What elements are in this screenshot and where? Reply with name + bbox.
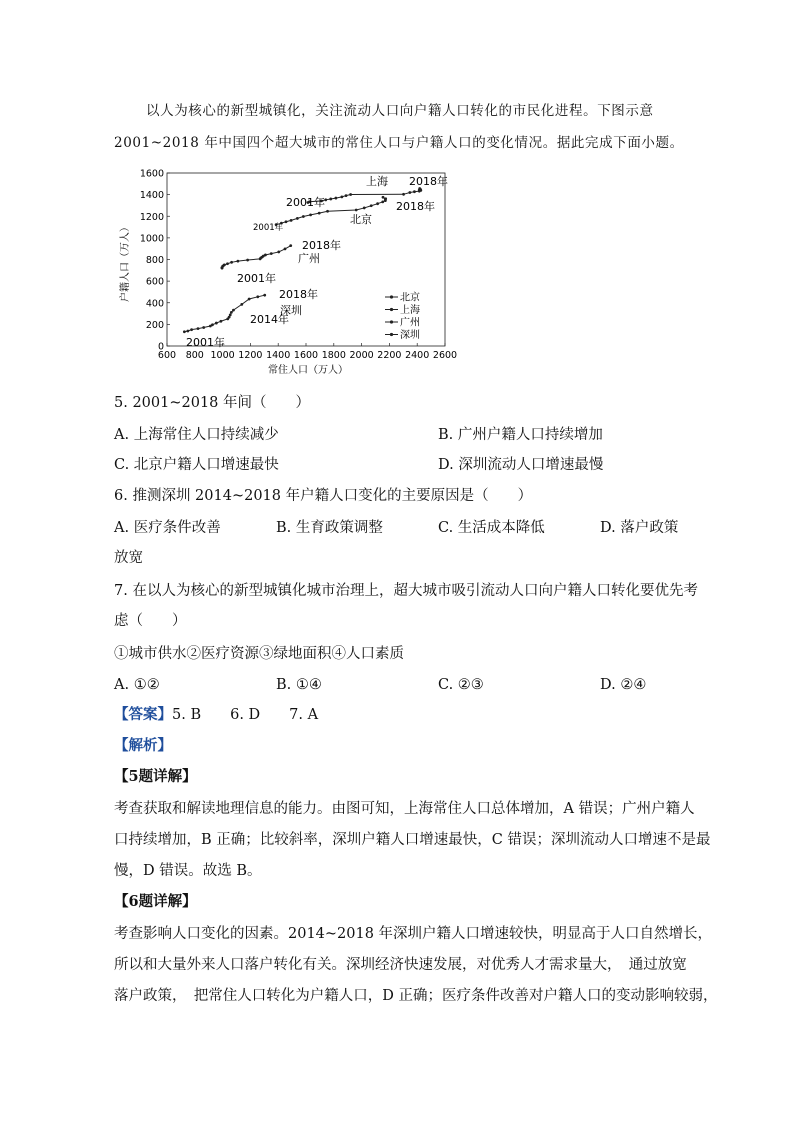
detail5-line-2: 口持续增加，B 正确；比较斜率，深圳户籍人口增速最快，C 错误；深圳流动人口增速不是最 — [114, 832, 711, 848]
data-point — [211, 323, 214, 326]
data-point — [345, 194, 348, 197]
answer-label: 【答案】 — [114, 706, 172, 723]
data-point — [248, 298, 251, 301]
q6-option-a[interactable]: A. 医疗条件改善 — [114, 520, 221, 536]
chart-annotation: 2001年 — [237, 272, 276, 285]
data-point — [285, 220, 288, 223]
data-point — [334, 197, 337, 200]
chart-annotation: 上海 — [366, 175, 388, 188]
x-tick-label: 2400 — [405, 350, 430, 361]
data-point — [264, 254, 267, 257]
data-point — [329, 198, 332, 201]
q5-option-c[interactable]: C. 北京户籍人口增速最快 — [114, 457, 279, 473]
y-tick-label: 1600 — [139, 168, 164, 180]
data-point — [382, 196, 385, 199]
x-tick-label: 1800 — [321, 350, 346, 361]
detail6-line-2: 所以和大量外来人口落户转化有关。深圳经济快速发展，对优秀人才需求量大， 通过放宽 — [114, 957, 687, 973]
data-point — [309, 213, 312, 216]
legend-marker — [390, 308, 393, 311]
chart-annotation: 2001年 — [253, 223, 284, 233]
data-point — [226, 262, 229, 265]
q6-stem: 6. 推测深圳 2014~2018 年户籍人口变化的主要原因是（ ） — [114, 488, 533, 504]
data-point — [289, 244, 292, 247]
y-tick-label: 1200 — [139, 211, 164, 223]
answer-text: 5. B 6. D 7. A — [172, 707, 319, 723]
q5-option-b[interactable]: B. 广州户籍人口持续增加 — [438, 427, 603, 443]
q7-option-b[interactable]: B. ①④ — [276, 677, 322, 693]
data-point — [223, 264, 226, 267]
detail5-label: 【5题详解】 — [114, 768, 197, 785]
x-tick-label: 800 — [185, 350, 204, 361]
data-point — [340, 195, 343, 198]
y-tick-label: 400 — [145, 298, 164, 310]
data-point — [326, 210, 329, 213]
legend-label: 深圳 — [400, 330, 420, 341]
detail6-line-1: 考查影响人口变化的因素。2014~2018 年深圳户籍人口增速较快，明显高于人口自然增长， — [114, 926, 713, 942]
q5-stem: 5. 2001~2018 年间（ ） — [114, 395, 311, 411]
data-point — [370, 204, 373, 207]
data-point — [284, 248, 287, 251]
data-point — [290, 219, 293, 222]
data-point — [270, 252, 273, 255]
chart-annotation: 2001年 — [186, 336, 225, 349]
q7-items: ①城市供水②医疗资源③绿地面积④人口素质 — [114, 646, 404, 662]
data-point — [355, 209, 358, 212]
data-point — [384, 198, 387, 201]
data-point — [402, 193, 405, 196]
x-tick-label: 2000 — [349, 350, 374, 361]
q6-option-c[interactable]: C. 生活成本降低 — [438, 520, 545, 536]
q5-option-a[interactable]: A. 上海常住人口持续减少 — [114, 427, 279, 443]
chart-annotation: 2001年 — [286, 196, 325, 209]
x-tick-label: 1000 — [210, 350, 235, 361]
y-tick-label: 1400 — [139, 190, 164, 202]
q7-option-d[interactable]: D. ②④ — [600, 677, 647, 693]
q7-option-c[interactable]: C. ②③ — [438, 677, 484, 693]
q6-option-b[interactable]: B. 生育政策调整 — [276, 520, 383, 536]
q6-option-d-wrap: 放宽 — [114, 550, 143, 566]
chart-annotation: 2018年 — [396, 200, 435, 213]
data-point — [183, 330, 186, 333]
legend-marker — [390, 295, 393, 298]
data-point — [229, 313, 232, 316]
population-chart — [112, 166, 462, 380]
data-point — [236, 260, 239, 263]
y-tick-label: 800 — [145, 255, 164, 266]
y-tick-label: 600 — [145, 276, 164, 288]
q7-stem-line-2: 虑（ ） — [114, 613, 187, 629]
x-tick-label: 600 — [157, 350, 177, 361]
data-point — [263, 294, 266, 297]
data-point — [408, 191, 411, 194]
data-point — [230, 311, 233, 314]
q5-option-d[interactable]: D. 深圳流动人口增速最慢 — [438, 457, 604, 473]
legend-label: 北京 — [400, 292, 420, 304]
data-point — [363, 207, 366, 210]
data-point — [197, 327, 200, 330]
data-point — [202, 326, 205, 329]
chart-annotation: 2018年 — [302, 239, 341, 252]
data-point — [190, 328, 193, 331]
data-point — [318, 212, 321, 215]
answer-line — [114, 704, 318, 726]
legend-label: 上海 — [400, 305, 420, 316]
analysis-label: 【解析】 — [114, 737, 172, 754]
data-point — [376, 202, 379, 205]
legend-marker — [390, 320, 393, 323]
y-axis-label: 户籍人口（万人） — [120, 222, 131, 302]
q7-option-a[interactable]: A. ①② — [114, 677, 160, 693]
data-point — [413, 190, 416, 193]
data-point — [215, 322, 218, 325]
x-tick-label: 2200 — [377, 350, 402, 361]
data-point — [296, 217, 299, 220]
y-tick-label: 200 — [145, 319, 164, 331]
y-tick-label: 1000 — [139, 233, 164, 245]
data-point — [302, 215, 305, 218]
detail5-line-1: 考查获取和解读地理信息的能力。由图可知，上海常住人口总体增加，A 错误；广州户籍人 — [114, 801, 695, 817]
chart-annotation: 广州 — [298, 252, 320, 265]
chart-annotation: 2014年 — [250, 313, 289, 326]
x-tick-label: 1200 — [238, 350, 263, 361]
x-tick-label: 1400 — [266, 350, 291, 361]
series-line-3 — [222, 246, 291, 268]
x-tick-label: 1600 — [293, 350, 319, 361]
intro-line-1: 以人为核心的新型城镇化，关注流动人口向户籍人口转化的市民化进程。下图示意 — [146, 103, 654, 119]
detail6-label: 【6题详解】 — [114, 893, 197, 910]
data-point — [220, 320, 223, 323]
detail6-line-3: 落户政策， 把常住人口转化为户籍人口，D 正确；医疗条件改善对户籍人口的变动影响较弱， — [114, 988, 718, 1004]
x-tick-label: 2600 — [432, 350, 458, 361]
q7-stem-line-1: 7. 在以人为核心的新型城镇化城市治理上，超大城市吸引流动人口向户籍人口转化要优先考 — [114, 583, 698, 599]
data-point — [230, 261, 233, 264]
data-point — [186, 330, 189, 333]
x-axis-label: 常住人口（万人） — [268, 365, 348, 376]
legend-label: 广州 — [400, 317, 420, 329]
chart-annotation: 深圳 — [280, 304, 302, 317]
data-point — [349, 193, 352, 196]
chart-annotation: 北京 — [350, 213, 372, 226]
chart-annotation: 2018年 — [409, 175, 448, 188]
legend-marker — [390, 333, 393, 336]
data-point — [419, 188, 422, 191]
data-point — [277, 251, 280, 254]
y-tick-label: 0 — [157, 341, 164, 353]
data-point — [232, 309, 235, 312]
q6-option-d[interactable]: D. 落户政策 — [600, 520, 679, 536]
data-point — [256, 295, 259, 298]
chart-legend — [385, 291, 420, 342]
data-point — [381, 200, 384, 203]
detail5-line-3: 慢，D 错误。故选 B。 — [114, 863, 262, 879]
data-point — [246, 259, 249, 262]
data-point — [240, 303, 243, 306]
intro-line-2: 2001~2018 年中国四个超大城市的常住人口与户籍人口的变化情况。据此完成下面小题。 — [114, 135, 684, 151]
chart-annotation: 2018年 — [279, 288, 318, 301]
